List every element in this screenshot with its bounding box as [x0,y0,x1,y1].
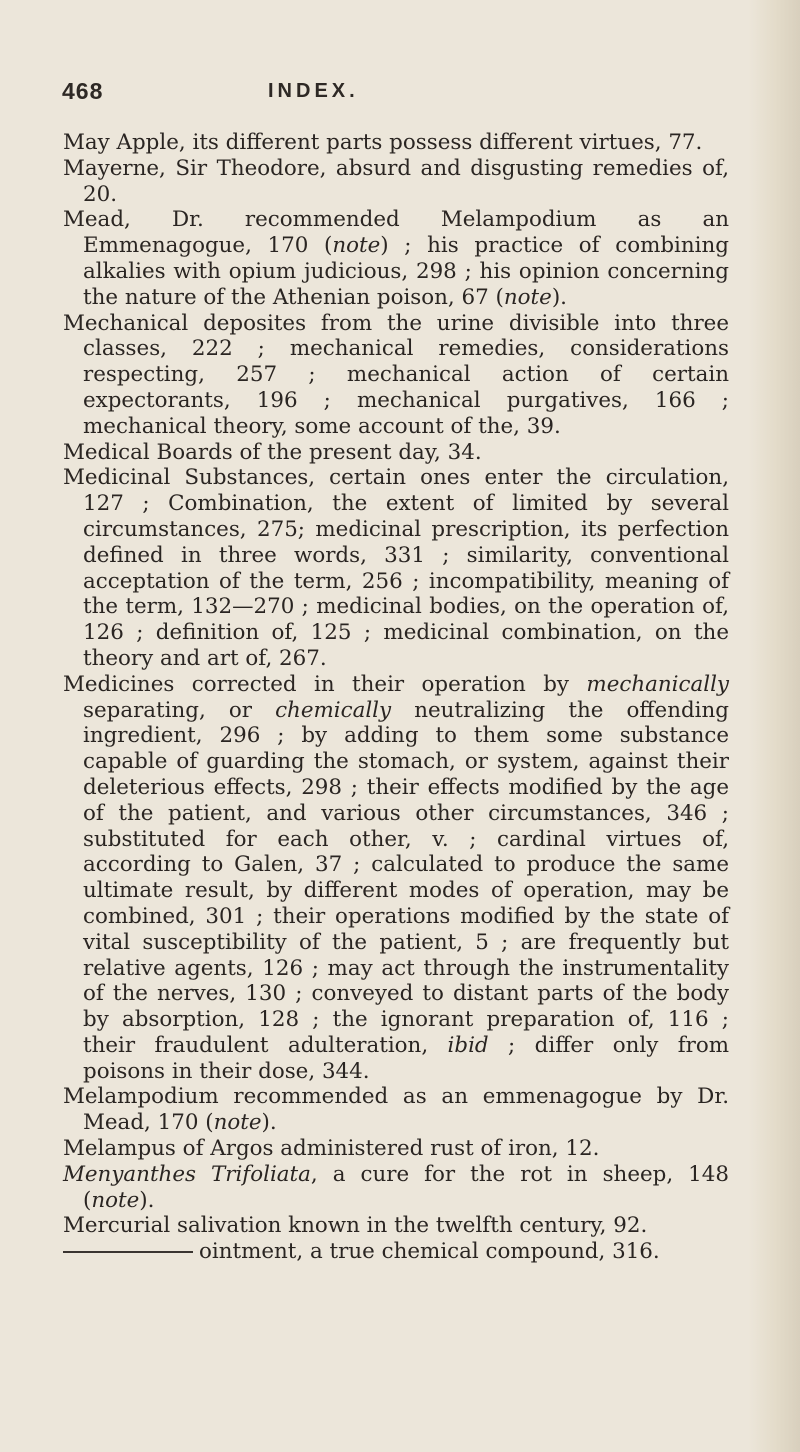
entry-text: Menyanthes Trifoliata [63,1161,311,1187]
page-header [62,78,710,112]
entry-text: ). [139,1187,155,1213]
index-entries [63,130,729,1265]
entry-text: Mayerne, Sir Theodore, absurd and disgusting remedies of, 20. [63,155,729,207]
entry-text: Mercurial salivation known in the twelfth century, 92. [63,1213,648,1239]
index-entry [63,1162,729,1214]
index-entry [63,465,729,671]
entry-text: note [213,1110,262,1136]
entry-text: separating, or [83,697,276,723]
entry-text: Medicines corrected in their operation by [63,671,587,697]
index-entry [63,1213,729,1239]
index-entry [63,1084,729,1136]
entry-text: neutralizing the offending ingredient, 296 ; by adding to them some substance capable of guarding the stomach, or system, against their deleterious effects, 298 ; their effects modified by the age of the patient, and various other circumstances, 346 ; substituted for each other, v. ; cardinal virtues of, according to Galen, 37 ; calculated to produce the same ultimate result, by different modes of operation, may be combined, 301 ; their operations modified by the state of vital susceptibility of the patient, 5 ; are frequently but relative agents, 126 ; may act through the instrumentality of the nerves, 130 ; conveyed to distant parts of the body by absorption, 128 ; the ignorant preparation of, 116 ; their fraudulent adulteration, [83,697,729,1058]
entry-text: note [332,233,381,259]
entry-text: note [503,284,552,310]
entry-text: Medicinal Substances, certain ones enter the circulation, 127 ; Combination, the extent of limited by several circumstances, 275; medicinal prescription, its perfection defined in three words, 331 ; similarity, conventional acceptation of the term, 256 ; incompatibility, meaning of the term, 132—270 ; medicinal bodies, on the operation of, 126 ; definition of, 125 ; medicinal combination, on the theory and art of, 267. [63,465,729,671]
entry-text: note [91,1187,140,1213]
entry-text: Medical Boards of the present day, 34. [63,439,482,465]
entry-text: chemically [275,697,392,723]
entry-text: Mechanical deposites from the urine divisible into three classes, 222 ; mechanical remedies, considerations respecting, 257 ; mechanical action of certain expectorants, 196 ; mechanical purgatives, 166 ; mechanical theory, some account of the, 39. [63,310,729,439]
entry-text: ) ; his practice of combining alkalies with opium judicious, 298 ; his opinion concerning the nature of the Athenian poison, 67 ( [83,233,729,310]
entry-text: Mead, Dr. recommended Melampodium as an Emmenagogue, 170 ( [63,207,729,259]
running-head: INDEX. [268,80,359,102]
page-number: 468 [62,78,104,104]
index-entry [63,672,729,1085]
index-entry [63,130,729,156]
entry-text: May Apple, its different parts possess different virtues, 77. [63,130,703,155]
entry-text: ). [261,1110,277,1136]
index-entry [63,1136,729,1162]
entry-text: Melampus of Argos administered rust of iron, 12. [63,1136,600,1162]
entry-text: , a cure for the rot in sheep, 148 ( [83,1161,729,1213]
entry-text: mechanically [586,671,729,697]
entry-text: Melampodium recommended as an emmenagogue by Dr. Mead, 170 ( [63,1084,729,1136]
index-entry [63,1239,729,1265]
page-edge-shadow [748,0,800,1452]
index-entry [63,311,729,440]
index-entry [63,156,729,208]
entry-text: ). [551,284,567,310]
index-entry [63,440,729,466]
entry-text: ointment, a true chemical compound, 316. [199,1239,660,1265]
entry-text: ibid [447,1032,489,1058]
index-entry [63,207,729,310]
repeat-dash [63,1251,193,1253]
entry-text: ; differ only from poisons in their dose, 344. [83,1032,729,1084]
